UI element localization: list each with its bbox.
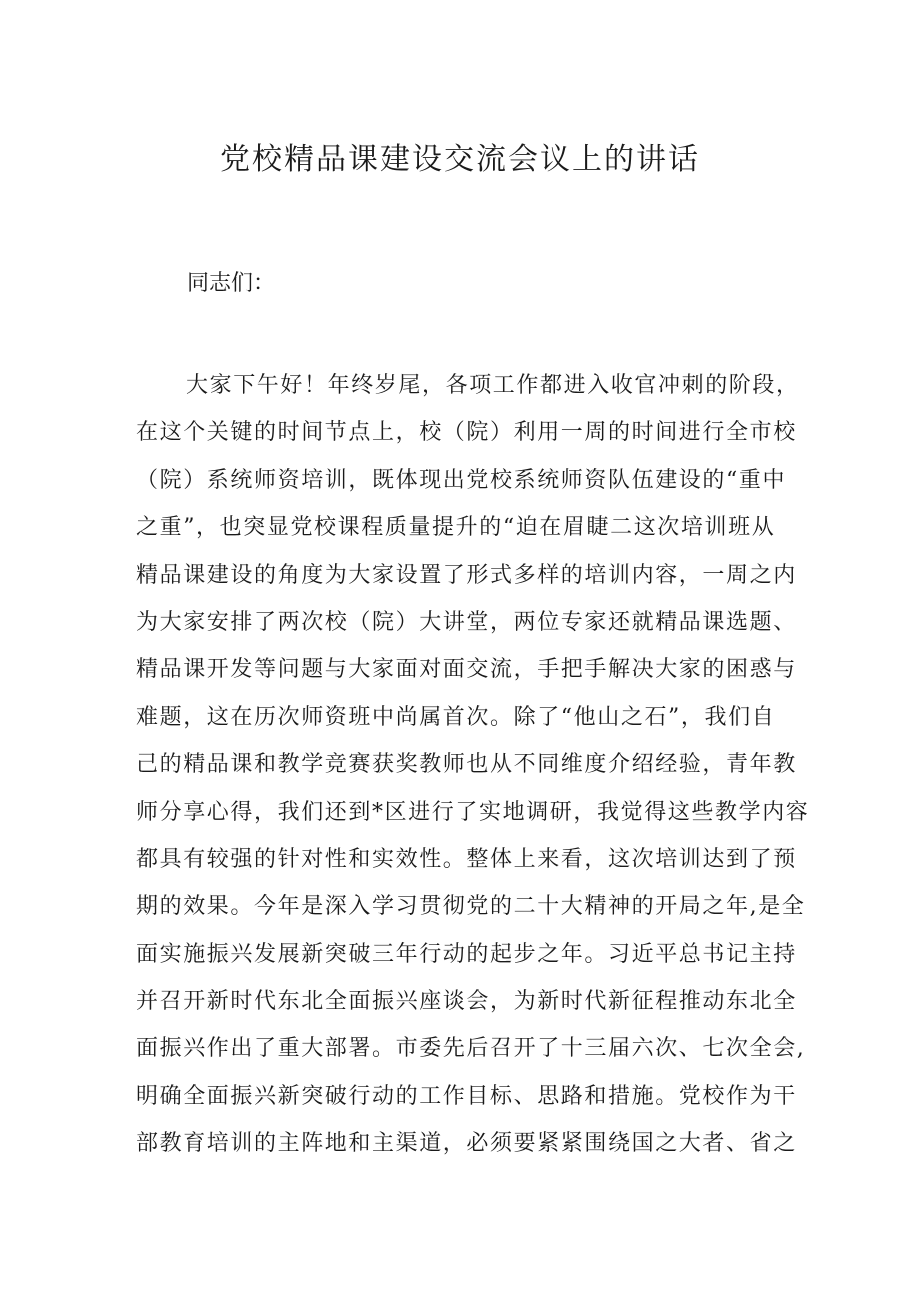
text-line: 为大家安排了两次校（院）大讲堂，两位专家还就精品课选题、 xyxy=(136,609,797,635)
text-line: 明确全面振兴新突破行动的工作目标、思路和措施。党校作为干 xyxy=(136,1083,797,1109)
text-line: 之重”，也突显党校课程质量提升的“迫在眉睫二这次培训班从 xyxy=(136,515,776,541)
salutation: 同志们： xyxy=(187,271,276,296)
text-line: 精品课建设的角度为大家设置了形式多样的培训内容，一周之内 xyxy=(136,562,797,588)
text-line: 部教育培训的主阵地和主渠道，必须要紧紧围绕国之大者、省之 xyxy=(136,1131,797,1157)
text-line: 难题，这在历次师资班中尚属首次。除了“他山之石”，我们自 xyxy=(136,704,776,730)
text-line: 师分享心得，我们还到*区进行了实地调研，我觉得这些教学内容 xyxy=(136,799,810,825)
text-line: （院）系统师资培训，既体现出党校系统师资队伍建设的“重中 xyxy=(136,467,787,493)
speech-body xyxy=(136,362,810,1168)
document-title: 党校精品课建设交流会议上的讲话 xyxy=(220,142,700,177)
text-line: 在这个关键的时间节点上，校（院）利用一周的时间进行全市校 xyxy=(136,420,797,446)
text-line: 面实施振兴发展新突破三年行动的起步之年。习近平总书记主持 xyxy=(136,941,797,967)
text-line: 都具有较强的针对性和实效性。整体上来看，这次培训达到了预 xyxy=(136,846,797,872)
text-line: 面振兴作出了重大部署。市委先后召开了十三届六次、七次全会, xyxy=(136,1036,806,1062)
text-line: 大家下午好！年终岁尾，各项工作都进入收官冲刺的阶段， xyxy=(186,373,800,398)
text-line: 期的效果。今年是深入学习贯彻党的二十大精神的开局之年,是全 xyxy=(136,894,806,920)
text-line: 己的精品课和教学竞赛获奖教师也从不同维度介绍经验，青年教 xyxy=(136,752,797,778)
text-line: 精品课开发等问题与大家面对面交流，手把手解决大家的困惑与 xyxy=(136,657,797,683)
text-line: 并召开新时代东北全面振兴座谈会，为新时代新征程推动东北全 xyxy=(136,989,797,1015)
